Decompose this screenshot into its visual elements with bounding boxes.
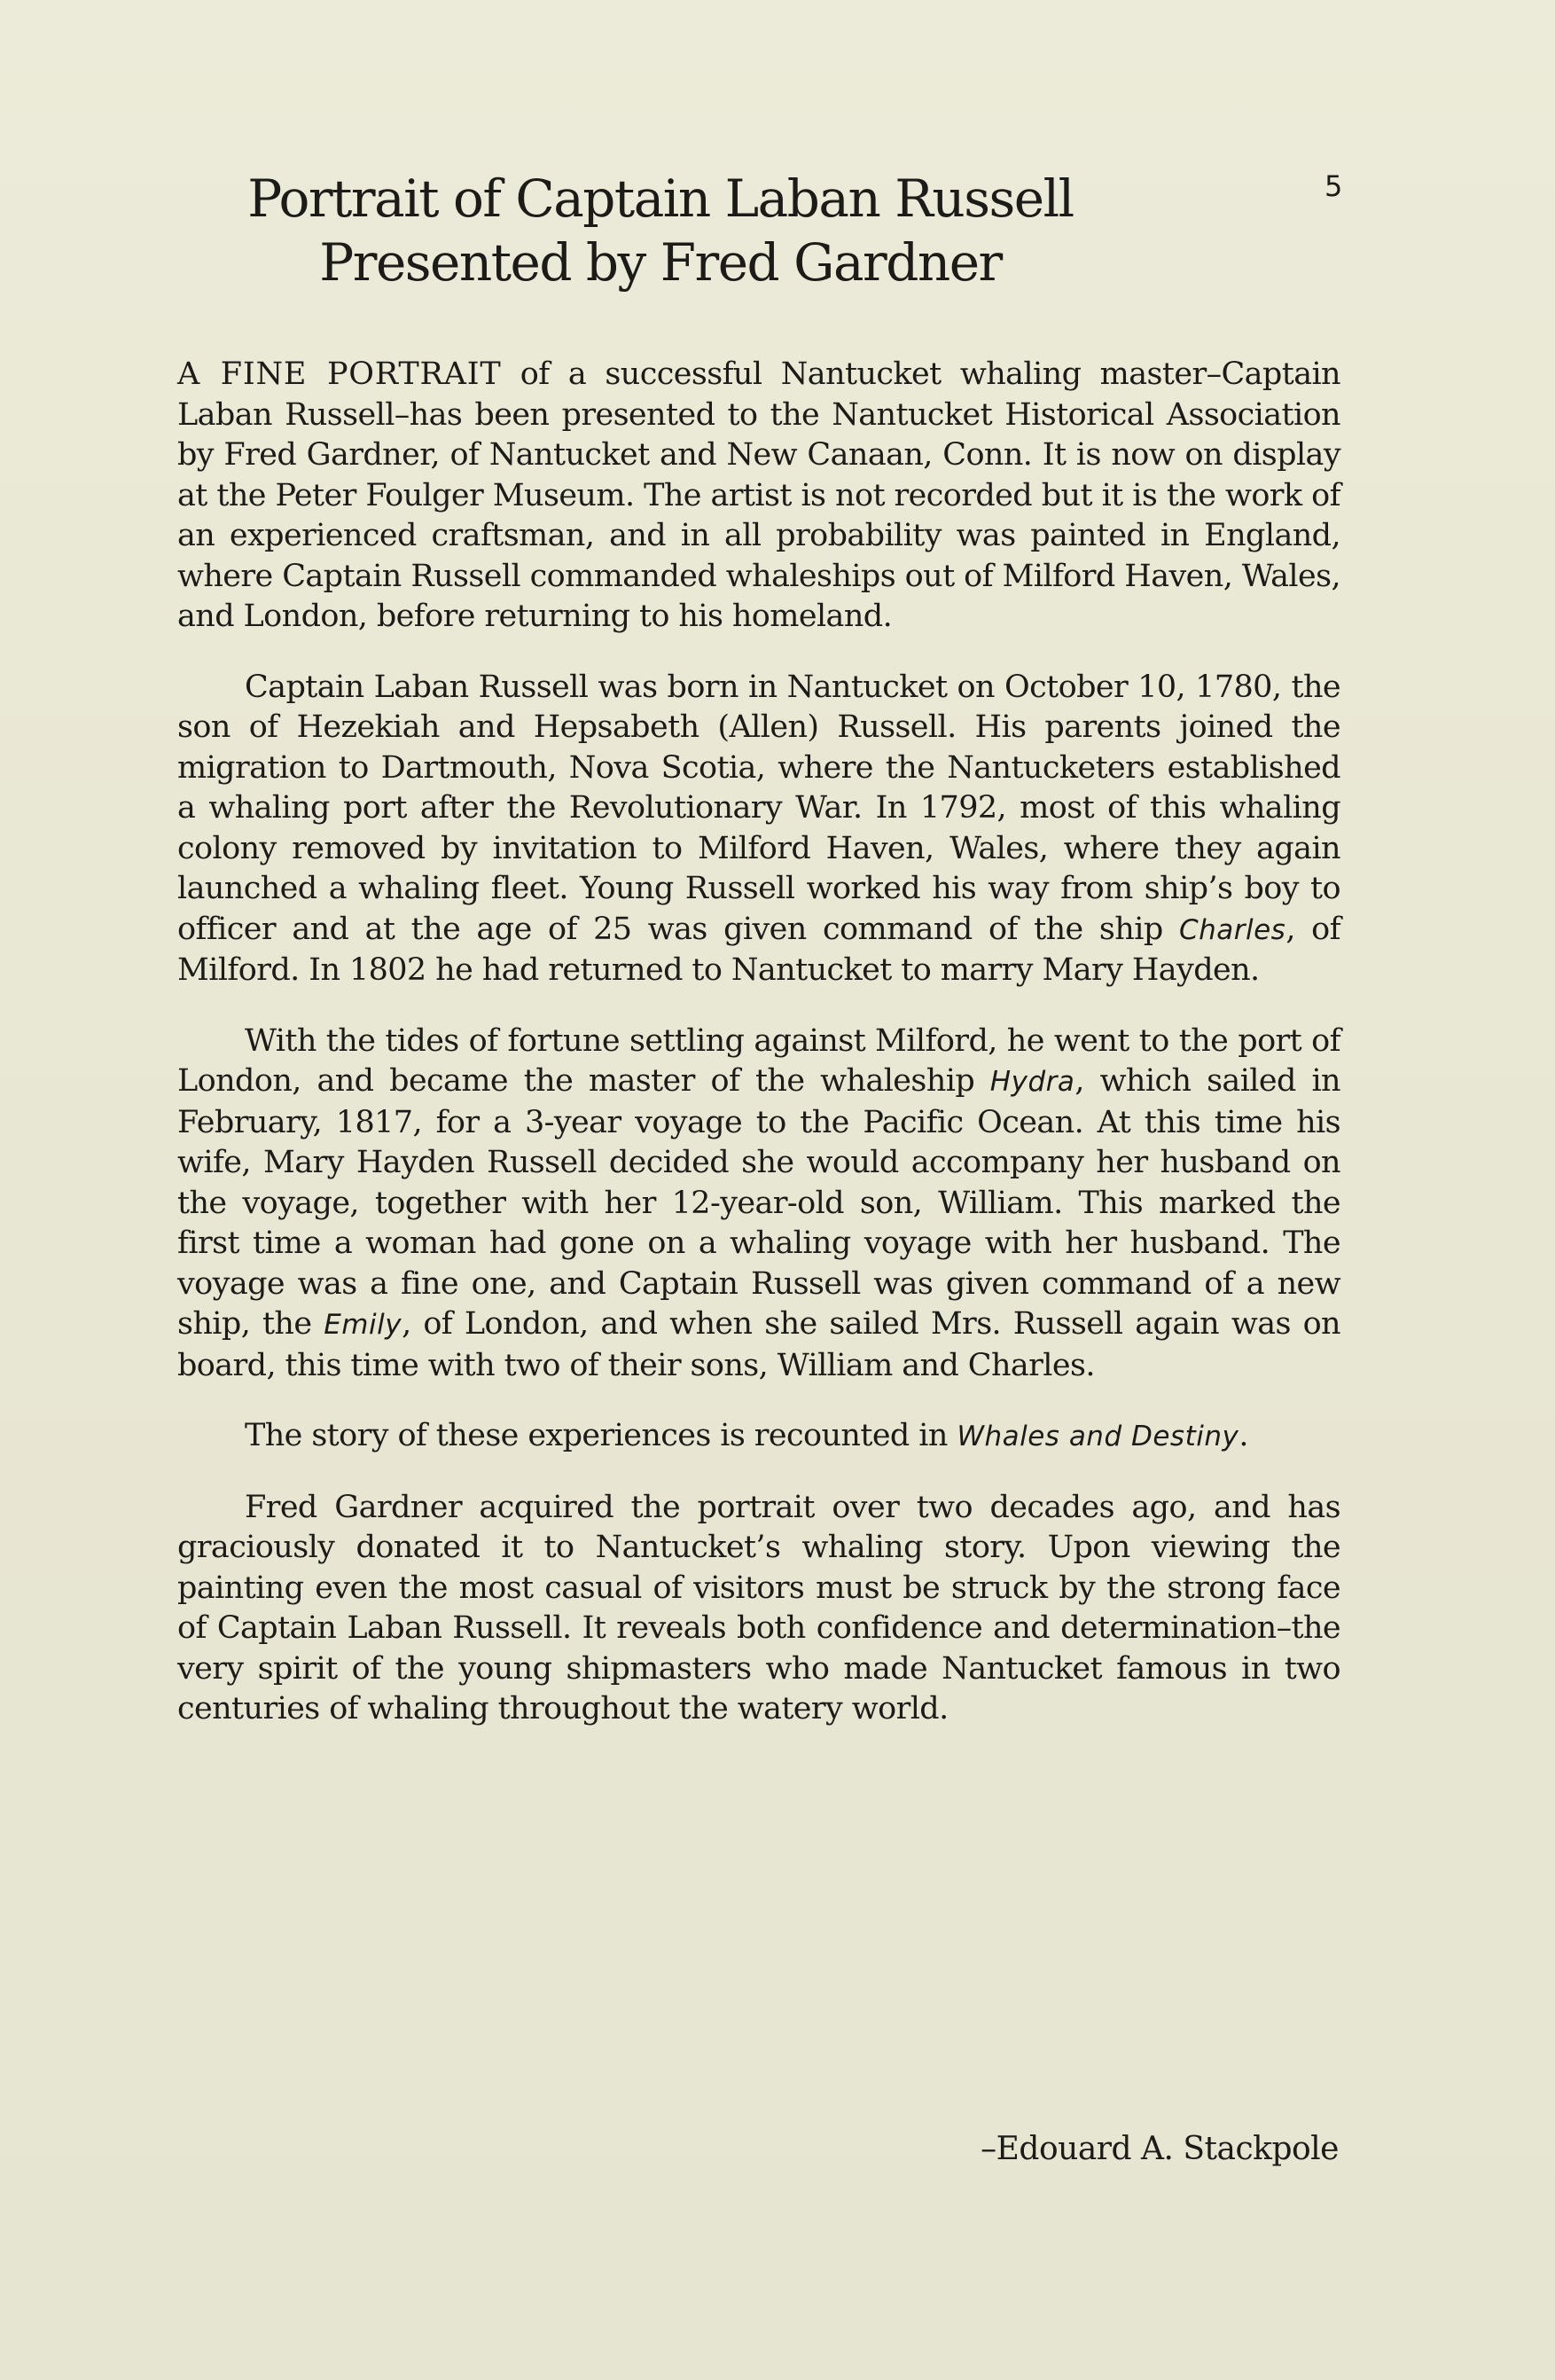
ship-name-charles: Charles — [1178, 913, 1286, 946]
page-number: 5 — [1324, 169, 1343, 203]
article-title — [177, 167, 1144, 294]
paragraph-4-text-a: The story of these experiences is recounted in — [245, 1418, 957, 1453]
paragraph-3-text-b: , which sailed in February, 1817, for a 3-year voyage to the Pacific Ocean. At this time his wife, Mary Hayden Russell decided she would accompany her husband on the voyage, together with her 12-year-old son, William. This marked the first time a woman had gone on a whaling voyage with her husband. The voyage was a fine one, and Captain Russell was given command of a new ship, the — [177, 1063, 1341, 1342]
lead-in-caps: A FINE PORTRAIT — [177, 356, 502, 392]
paragraph-5 — [177, 1488, 1340, 1730]
paragraph-2-text-a: Captain Laban Russell was born in Nantucket on October 10, 1780, the son of Hezekiah and Hepsabeth (Allen) Russell. His parents joined the migration to Dartmouth, Nova Scotia, where the Nantucketers established a whaling port after the Revolutionary War. In 1792, most of this whaling colony removed by invitation to Milford Haven, Wales, where they again launched a whaling fleet. Young Russell worked his way from ship’s boy to officer and at the age of 25 was given command of the ship — [177, 669, 1340, 947]
title-line-2: Presented by Fred Gardner — [319, 232, 1002, 293]
paragraph-3-text-a: With the tides of fortune settling against Milford, he went to the port of London, and became the master of the whaleship — [177, 1022, 1340, 1099]
paragraph-5-text: Fred Gardner acquired the portrait over two decades ago, and has graciously donated it to Nantucket’s whaling story. Upon viewing the painting even the most casual of visitors must be struck by the strong face of Captain Laban Russell. It reveals both confidence and determination–the very spirit of the young shipmasters who made Nantucket famous in two centuries of whaling throughout the watery world. — [177, 1489, 1340, 1726]
paragraph-4 — [177, 1416, 1340, 1458]
paragraph-3-text-c: , of London, and when she sailed Mrs. Russell again was on board, this time with two of their sons, William and Charles. — [177, 1306, 1340, 1383]
ship-name-hydra: Hydra — [989, 1066, 1075, 1098]
article-body — [177, 355, 1340, 1760]
paragraph-1-text: of a successful Nantucket whaling master–Captain Laban Russell–has been presented to the Nantucket Historical Association by Fred Gardner, of Nantucket and New Canaan, Conn. It is now on display at the Peter Foulger Museum. The artist is not recorded but it is the work of an experienced craftsman, and in all probability was painted in England, where Captain Russell commanded whaleships out of Milford Haven, Wales, and London, before returning to his homeland. — [177, 356, 1341, 634]
paragraph-1 — [177, 355, 1340, 638]
title-line-1: Portrait of Captain Laban Russell — [247, 168, 1074, 229]
paragraph-4-text-b: . — [1239, 1418, 1248, 1453]
ship-name-emily: Emily — [324, 1309, 402, 1341]
paragraph-2-text-b: , of Milford. In 1802 he had returned to Nantucket to marry Mary Hayden. — [177, 911, 1340, 988]
paragraph-2 — [177, 668, 1340, 991]
paragraph-3 — [177, 1022, 1340, 1387]
author-signature: –Edouard A. Stackpole — [981, 2131, 1339, 2167]
book-title: Whales and Destiny — [957, 1421, 1239, 1452]
